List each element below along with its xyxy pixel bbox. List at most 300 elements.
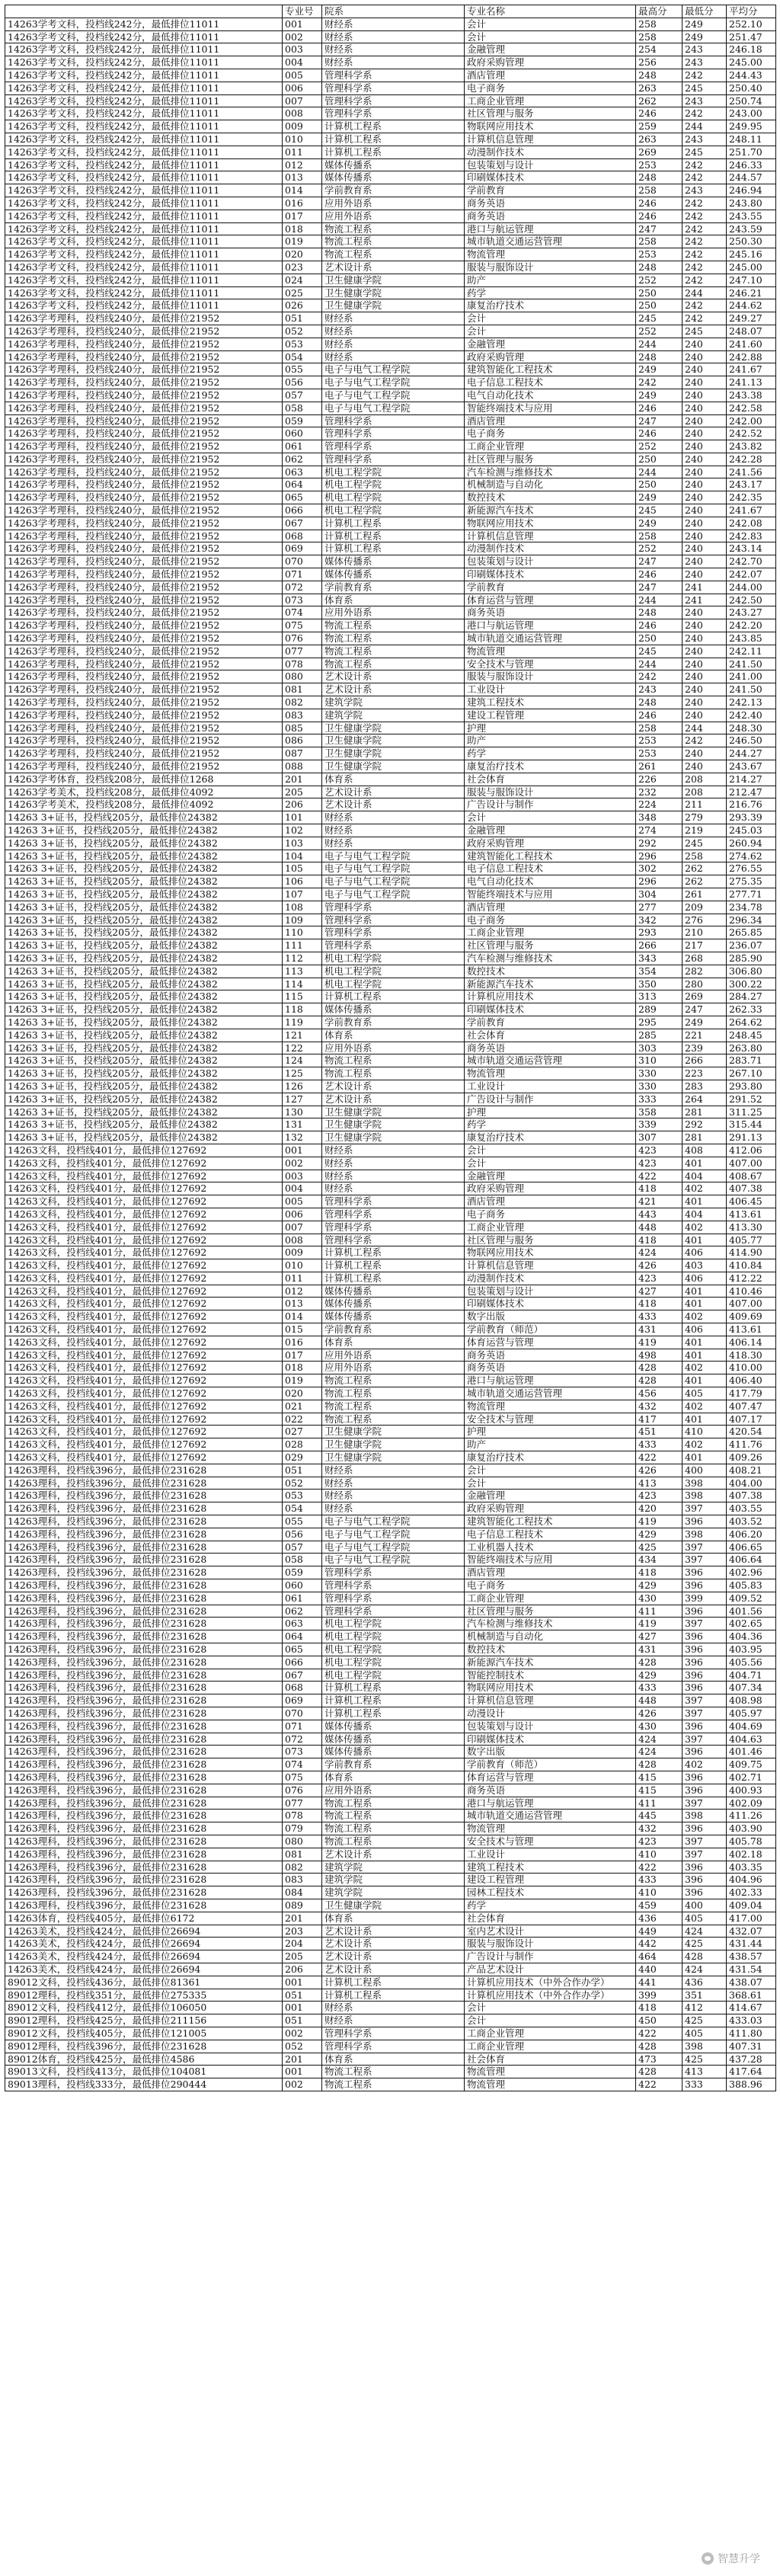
cell-avg-score: 243.82	[727, 440, 776, 453]
table-row	[5, 1694, 776, 1707]
cell-min-score: 240	[682, 478, 727, 491]
cell-major-code: 054	[283, 1502, 322, 1515]
cell-max-score: 426	[636, 1259, 682, 1272]
cell-batch: 14263学考文科，投档线242分，最低排位11011	[5, 146, 283, 158]
cell-batch: 89013文科，投档线413分，最低排位104081	[5, 2066, 283, 2078]
cell-major-code: 060	[283, 427, 322, 440]
table-row	[5, 376, 776, 389]
cell-batch: 14263理科，投档线396分，最低排位231628	[5, 1566, 283, 1579]
cell-batch: 14263学考理科，投档线240分，最低排位21952	[5, 670, 283, 683]
table-row	[5, 1579, 776, 1592]
cell-min-score: 240	[682, 555, 727, 568]
cell-batch: 14263理科，投档线396分，最低排位231628	[5, 1848, 283, 1861]
cell-min-score: 396	[682, 1643, 727, 1656]
cell-min-score: 396	[682, 1822, 727, 1835]
cell-major-name: 服装与服饰设计	[465, 670, 636, 683]
cell-avg-score: 411.26	[727, 1810, 776, 1822]
cell-major-name: 社区管理与服务	[465, 107, 636, 120]
cell-batch: 14263学考理科，投档线240分，最低排位21952	[5, 363, 283, 376]
cell-major-code: 016	[283, 1336, 322, 1349]
cell-avg-score: 242.40	[727, 709, 776, 722]
cell-major-name: 城市轨道交通运营管理	[465, 235, 636, 248]
table-row	[5, 1861, 776, 1874]
cell-major-code: 066	[283, 1656, 322, 1669]
cell-department: 管理科学系	[322, 2040, 465, 2053]
cell-max-score: 256	[636, 56, 682, 69]
cell-batch: 14263理科，投档线396分，最低排位231628	[5, 1720, 283, 1733]
table-row	[5, 581, 776, 594]
cell-min-score: 396	[682, 1861, 727, 1874]
cell-major-code: 004	[283, 56, 322, 69]
cell-max-score: 423	[636, 1490, 682, 1502]
cell-avg-score: 241.50	[727, 683, 776, 696]
cell-avg-score: 413.61	[727, 1323, 776, 1336]
cell-max-score: 443	[636, 1208, 682, 1221]
cell-max-score: 445	[636, 1810, 682, 1822]
cell-max-score: 418	[636, 1566, 682, 1579]
cell-batch: 14263美术，投档线424分，最低排位26694	[5, 1925, 283, 1938]
cell-major-code: 072	[283, 581, 322, 594]
table-body	[5, 18, 776, 2091]
table-row	[5, 1106, 776, 1118]
admission-score-table	[5, 5, 776, 2091]
cell-max-score: 448	[636, 1221, 682, 1234]
cell-min-score: 240	[682, 466, 727, 478]
table-row	[5, 875, 776, 888]
header-row	[5, 5, 776, 18]
table-row	[5, 1976, 776, 1989]
cell-max-score: 440	[636, 1963, 682, 1976]
cell-avg-score: 244.00	[727, 581, 776, 594]
cell-major-name: 政府采购管理	[465, 837, 636, 850]
cell-major-code: 104	[283, 850, 322, 862]
cell-max-score: 449	[636, 1925, 682, 1938]
cell-major-name: 物流管理	[465, 1822, 636, 1835]
cell-batch: 14263理科，投档线396分，最低排位231628	[5, 1618, 283, 1630]
cell-avg-score: 402.09	[727, 1797, 776, 1810]
cell-max-score: 350	[636, 978, 682, 990]
cell-major-name: 工业设计	[465, 683, 636, 696]
cell-department: 管理科学系	[322, 440, 465, 453]
cell-major-name: 物流管理	[465, 248, 636, 261]
cell-max-score: 441	[636, 1976, 682, 1989]
cell-batch: 14263理科，投档线396分，最低排位231628	[5, 1490, 283, 1502]
cell-major-name: 广告设计与制作	[465, 798, 636, 811]
cell-major-name: 体育运营与管理	[465, 1336, 636, 1349]
cell-min-score: 245	[682, 837, 727, 850]
cell-max-score: 245	[636, 645, 682, 658]
cell-min-score: 240	[682, 683, 727, 696]
cell-min-score: 351	[682, 1989, 727, 2002]
table-row	[5, 1630, 776, 1643]
cell-avg-score: 276.55	[727, 862, 776, 875]
cell-major-name: 会计	[465, 2014, 636, 2027]
cell-min-score: 397	[682, 1618, 727, 1630]
cell-batch: 14263学考理科，投档线240分，最低排位21952	[5, 414, 283, 427]
cell-major-code: 103	[283, 837, 322, 850]
cell-max-score: 244	[636, 338, 682, 350]
cell-batch: 14263 3+证书，投档线205分，最低排位24382	[5, 888, 283, 901]
cell-batch: 14263学考理科，投档线240分，最低排位21952	[5, 645, 283, 658]
cell-department: 机电工程学院	[322, 978, 465, 990]
cell-major-code: 070	[283, 555, 322, 568]
table-row	[5, 1746, 776, 1758]
cell-major-code: 203	[283, 1925, 322, 1938]
cell-min-score: 243	[682, 56, 727, 69]
cell-min-score: 436	[682, 1976, 727, 1989]
cell-avg-score: 251.70	[727, 146, 776, 158]
cell-avg-score: 244.43	[727, 69, 776, 82]
cell-min-score: 402	[682, 1182, 727, 1195]
cell-major-code: 057	[283, 1541, 322, 1554]
cell-min-score: 397	[682, 1694, 727, 1707]
cell-major-name: 政府采购管理	[465, 56, 636, 69]
cell-department: 管理科学系	[322, 926, 465, 939]
table-row	[5, 1362, 776, 1374]
cell-max-score: 296	[636, 875, 682, 888]
cell-major-code: 053	[283, 338, 322, 350]
watermark	[698, 2550, 763, 2567]
cell-major-name: 工业机器人技术	[465, 1541, 636, 1554]
cell-avg-score: 246.94	[727, 184, 776, 197]
cell-major-name: 社区管理与服务	[465, 1234, 636, 1246]
cell-major-name: 建筑工程技术	[465, 696, 636, 709]
cell-max-score: 245	[636, 312, 682, 325]
cell-major-code: 052	[283, 1477, 322, 1490]
cell-min-score: 402	[682, 1310, 727, 1323]
cell-major-code: 067	[283, 1669, 322, 1682]
cell-avg-score: 244.62	[727, 299, 776, 312]
cell-department: 应用外语系	[322, 1042, 465, 1054]
cell-batch: 14263学考理科，投档线240分，最低排位21952	[5, 478, 283, 491]
cell-max-score: 250	[636, 299, 682, 312]
cell-max-score: 426	[636, 1707, 682, 1720]
cell-min-score: 397	[682, 1848, 727, 1861]
cell-min-score: 242	[682, 312, 727, 325]
cell-avg-score: 402.18	[727, 1848, 776, 1861]
cell-avg-score: 413.30	[727, 1221, 776, 1234]
cell-avg-score: 407.47	[727, 1400, 776, 1413]
cell-avg-score: 408.21	[727, 1464, 776, 1477]
cell-major-name: 电气自动化技术	[465, 389, 636, 402]
cell-department: 计算机工程系	[322, 1989, 465, 2002]
cell-major-code: 130	[283, 1106, 322, 1118]
cell-department: 卫生健康学院	[322, 1426, 465, 1438]
cell-batch: 14263文科，投档线401分，最低排位127692	[5, 1387, 283, 1400]
cell-avg-score: 242.28	[727, 453, 776, 466]
cell-department: 机电工程学院	[322, 952, 465, 965]
cell-max-score: 498	[636, 1349, 682, 1362]
cell-avg-score: 306.80	[727, 965, 776, 978]
cell-major-name: 政府采购管理	[465, 1502, 636, 1515]
cell-batch: 14263学考理科，投档线240分，最低排位21952	[5, 466, 283, 478]
cell-max-score: 450	[636, 2014, 682, 2027]
cell-major-name: 酒店管理	[465, 901, 636, 914]
table-row	[5, 722, 776, 734]
table-row	[5, 1989, 776, 2002]
cell-batch: 14263理科，投档线396分，最低排位231628	[5, 1784, 283, 1797]
cell-min-score: 424	[682, 1925, 727, 1938]
cell-major-code: 082	[283, 1861, 322, 1874]
cell-major-name: 学前教育	[465, 1016, 636, 1029]
cell-batch: 14263学考文科，投档线242分，最低排位11011	[5, 30, 283, 43]
cell-avg-score: 242.00	[727, 414, 776, 427]
cell-batch: 14263文科，投档线401分，最低排位127692	[5, 1221, 283, 1234]
cell-avg-score: 368.61	[727, 1989, 776, 2002]
cell-avg-score: 410.46	[727, 1285, 776, 1298]
cell-department: 卫生健康学院	[322, 299, 465, 312]
cell-major-name: 服装与服饰设计	[465, 786, 636, 798]
cell-department: 财经系	[322, 1157, 465, 1170]
cell-department: 卫生健康学院	[322, 1438, 465, 1451]
cell-min-score: 247	[682, 1003, 727, 1016]
cell-major-name: 工商企业管理	[465, 1221, 636, 1234]
table-row	[5, 1784, 776, 1797]
cell-major-name: 室内艺术设计	[465, 1925, 636, 1938]
cell-avg-score: 403.55	[727, 1502, 776, 1515]
cell-batch: 14263学考理科，投档线240分，最低排位21952	[5, 747, 283, 760]
cell-major-code: 011	[283, 146, 322, 158]
cell-batch: 14263文科，投档线401分，最低排位127692	[5, 1182, 283, 1195]
cell-major-name: 社区管理与服务	[465, 1605, 636, 1618]
cell-department: 媒体传播系	[322, 1720, 465, 1733]
header-major-name: 专业名称	[465, 5, 636, 18]
cell-department: 管理科学系	[322, 414, 465, 427]
cell-avg-score: 241.67	[727, 504, 776, 517]
cell-major-code: 058	[283, 402, 322, 414]
cell-major-name: 城市轨道交通运营管理	[465, 632, 636, 645]
cell-min-score: 240	[682, 440, 727, 453]
cell-major-code: 009	[283, 120, 322, 133]
cell-department: 应用外语系	[322, 1349, 465, 1362]
cell-department: 管理科学系	[322, 1566, 465, 1579]
cell-major-code: 025	[283, 286, 322, 299]
cell-major-code: 121	[283, 1029, 322, 1042]
cell-major-name: 动漫制作技术	[465, 542, 636, 555]
table-row	[5, 1822, 776, 1835]
cell-department: 物流工程系	[322, 235, 465, 248]
cell-major-name: 智能终端技术与应用	[465, 1554, 636, 1566]
cell-avg-score: 242.50	[727, 594, 776, 606]
cell-batch: 14263学考文科，投档线242分，最低排位11011	[5, 261, 283, 274]
cell-major-code: 028	[283, 1438, 322, 1451]
table-row	[5, 1656, 776, 1669]
cell-max-score: 247	[636, 555, 682, 568]
cell-min-score: 397	[682, 1733, 727, 1746]
table-row	[5, 1067, 776, 1080]
cell-department: 学前教育系	[322, 1323, 465, 1336]
cell-major-name: 工商企业管理	[465, 440, 636, 453]
cell-major-code: 115	[283, 990, 322, 1003]
cell-department: 机电工程学院	[322, 478, 465, 491]
cell-major-code: 131	[283, 1118, 322, 1131]
table-row	[5, 1502, 776, 1515]
cell-department: 卫生健康学院	[322, 1451, 465, 1464]
cell-min-score: 397	[682, 1554, 727, 1566]
table-row	[5, 1234, 776, 1246]
table-row	[5, 133, 776, 146]
cell-major-name: 智能终端技术与应用	[465, 888, 636, 901]
cell-max-score: 292	[636, 837, 682, 850]
cell-batch: 14263美术，投档线424分，最低排位26694	[5, 1963, 283, 1976]
cell-min-score: 402	[682, 1400, 727, 1413]
cell-batch: 14263学考文科，投档线242分，最低排位11011	[5, 222, 283, 235]
cell-major-code: 132	[283, 1131, 322, 1144]
cell-department: 电子与电气工程学院	[322, 389, 465, 402]
cell-batch: 14263文科，投档线401分，最低排位127692	[5, 1349, 283, 1362]
cell-major-name: 康复治疗技术	[465, 299, 636, 312]
cell-batch: 14263 3+证书，投档线205分，最低排位24382	[5, 1106, 283, 1118]
cell-avg-score: 315.44	[727, 1118, 776, 1131]
cell-batch: 14263学考理科，投档线240分，最低排位21952	[5, 555, 283, 568]
cell-avg-score: 406.20	[727, 1528, 776, 1541]
cell-major-name: 新能源汽车技术	[465, 504, 636, 517]
cell-department: 体育系	[322, 1336, 465, 1349]
cell-major-name: 包装策划与设计	[465, 1285, 636, 1298]
cell-batch: 14263 3+证书，投档线205分，最低排位24382	[5, 901, 283, 914]
cell-major-code: 064	[283, 1630, 322, 1643]
cell-max-score: 425	[636, 1541, 682, 1554]
cell-department: 管理科学系	[322, 939, 465, 952]
cell-department: 建筑学院	[322, 1874, 465, 1886]
cell-batch: 14263学考理科，投档线240分，最低排位21952	[5, 338, 283, 350]
cell-major-code: 018	[283, 222, 322, 235]
cell-department: 媒体传播系	[322, 1003, 465, 1016]
table-row	[5, 696, 776, 709]
cell-major-name: 社会体育	[465, 1029, 636, 1042]
cell-major-name: 会计	[465, 30, 636, 43]
cell-major-code: 084	[283, 1886, 322, 1899]
cell-avg-score: 432.07	[727, 1925, 776, 1938]
cell-major-name: 建筑智能化工程技术	[465, 363, 636, 376]
table-row	[5, 683, 776, 696]
cell-avg-score: 438.07	[727, 1976, 776, 1989]
cell-department: 管理科学系	[322, 427, 465, 440]
cell-department: 物流工程系	[322, 1810, 465, 1822]
cell-min-score: 397	[682, 1835, 727, 1848]
cell-major-name: 酒店管理	[465, 69, 636, 82]
cell-avg-score: 246.50	[727, 734, 776, 747]
cell-major-code: 008	[283, 1234, 322, 1246]
cell-min-score: 279	[682, 811, 727, 824]
cell-avg-score: 406.40	[727, 1374, 776, 1387]
cell-major-name: 安全技术与管理	[465, 658, 636, 670]
table-row	[5, 645, 776, 658]
cell-department: 卫生健康学院	[322, 722, 465, 734]
cell-max-score: 333	[636, 1093, 682, 1106]
cell-max-score: 226	[636, 773, 682, 786]
table-row	[5, 1733, 776, 1746]
cell-major-name: 物流管理	[465, 2066, 636, 2078]
cell-batch: 14263学考体育，投档线208分，最低排位1268	[5, 773, 283, 786]
cell-major-name: 印刷媒体技术	[465, 568, 636, 581]
cell-max-score: 252	[636, 274, 682, 286]
cell-min-score: 406	[682, 1272, 727, 1285]
cell-major-name: 计算机应用技术	[465, 990, 636, 1003]
cell-min-score: 242	[682, 274, 727, 286]
cell-avg-score: 405.83	[727, 1579, 776, 1592]
cell-batch: 14263学考理科，投档线240分，最低排位21952	[5, 606, 283, 619]
cell-department: 财经系	[322, 43, 465, 56]
table-row	[5, 478, 776, 491]
cell-max-score: 418	[636, 1298, 682, 1310]
cell-major-code: 004	[283, 1182, 322, 1195]
cell-batch: 14263文科，投档线401分，最低排位127692	[5, 1426, 283, 1438]
cell-min-score: 243	[682, 133, 727, 146]
cell-department: 建筑学院	[322, 1861, 465, 1874]
cell-department: 财经系	[322, 811, 465, 824]
cell-department: 电子与电气工程学院	[322, 1515, 465, 1528]
cell-department: 财经系	[322, 18, 465, 30]
cell-min-score: 401	[682, 1298, 727, 1310]
cell-major-code: 051	[283, 1464, 322, 1477]
cell-department: 媒体传播系	[322, 1298, 465, 1310]
cell-major-code: 108	[283, 901, 322, 914]
cell-min-score: 240	[682, 363, 727, 376]
cell-avg-score: 420.54	[727, 1426, 776, 1438]
cell-avg-score: 243.00	[727, 107, 776, 120]
cell-avg-score: 388.96	[727, 2078, 776, 2091]
cell-department: 体育系	[322, 2053, 465, 2066]
cell-major-code: 017	[283, 1349, 322, 1362]
cell-major-name: 印刷媒体技术	[465, 1733, 636, 1746]
cell-min-score: 412	[682, 2002, 727, 2014]
table-row	[5, 939, 776, 952]
cell-department: 卫生健康学院	[322, 286, 465, 299]
cell-min-score: 245	[682, 146, 727, 158]
cell-avg-score: 293.80	[727, 1080, 776, 1093]
cell-department: 电子与电气工程学院	[322, 850, 465, 862]
table-row	[5, 1144, 776, 1157]
cell-major-name: 物联网应用技术	[465, 1246, 636, 1259]
cell-max-score: 269	[636, 146, 682, 158]
cell-batch: 14263理科，投档线396分，最低排位231628	[5, 1528, 283, 1541]
cell-max-score: 247	[636, 414, 682, 427]
table-row	[5, 1886, 776, 1899]
cell-max-score: 293	[636, 926, 682, 939]
cell-major-code: 088	[283, 760, 322, 773]
cell-batch: 14263文科，投档线401分，最低排位127692	[5, 1438, 283, 1451]
cell-batch: 14263文科，投档线401分，最低排位127692	[5, 1246, 283, 1259]
cell-avg-score: 402.96	[727, 1566, 776, 1579]
cell-max-score: 426	[636, 1464, 682, 1477]
cell-max-score: 427	[636, 1630, 682, 1643]
cell-major-name: 建设工程管理	[465, 709, 636, 722]
cell-avg-score: 407.38	[727, 1490, 776, 1502]
cell-batch: 14263美术，投档线424分，最低排位26694	[5, 1950, 283, 1963]
cell-batch: 14263学考文科，投档线242分，最低排位11011	[5, 43, 283, 56]
cell-avg-score: 248.11	[727, 133, 776, 146]
cell-avg-score: 410.00	[727, 1362, 776, 1374]
cell-department: 物流工程系	[322, 1067, 465, 1080]
cell-major-code: 112	[283, 952, 322, 965]
cell-min-score: 242	[682, 261, 727, 274]
cell-min-score: 210	[682, 926, 727, 939]
cell-major-code: 119	[283, 1016, 322, 1029]
cell-max-score: 423	[636, 1144, 682, 1157]
cell-major-name: 汽车检测与维修技术	[465, 466, 636, 478]
cell-major-name: 动漫制作技术	[465, 1272, 636, 1285]
cell-avg-score: 405.77	[727, 1234, 776, 1246]
cell-major-name: 药学	[465, 747, 636, 760]
cell-major-name: 商务英语	[465, 210, 636, 222]
cell-major-code: 071	[283, 568, 322, 581]
cell-min-score: 242	[682, 222, 727, 235]
cell-max-score: 418	[636, 1234, 682, 1246]
table-row	[5, 1758, 776, 1771]
cell-major-name: 电子信息工程技术	[465, 376, 636, 389]
cell-major-name: 动漫制作技术	[465, 146, 636, 158]
